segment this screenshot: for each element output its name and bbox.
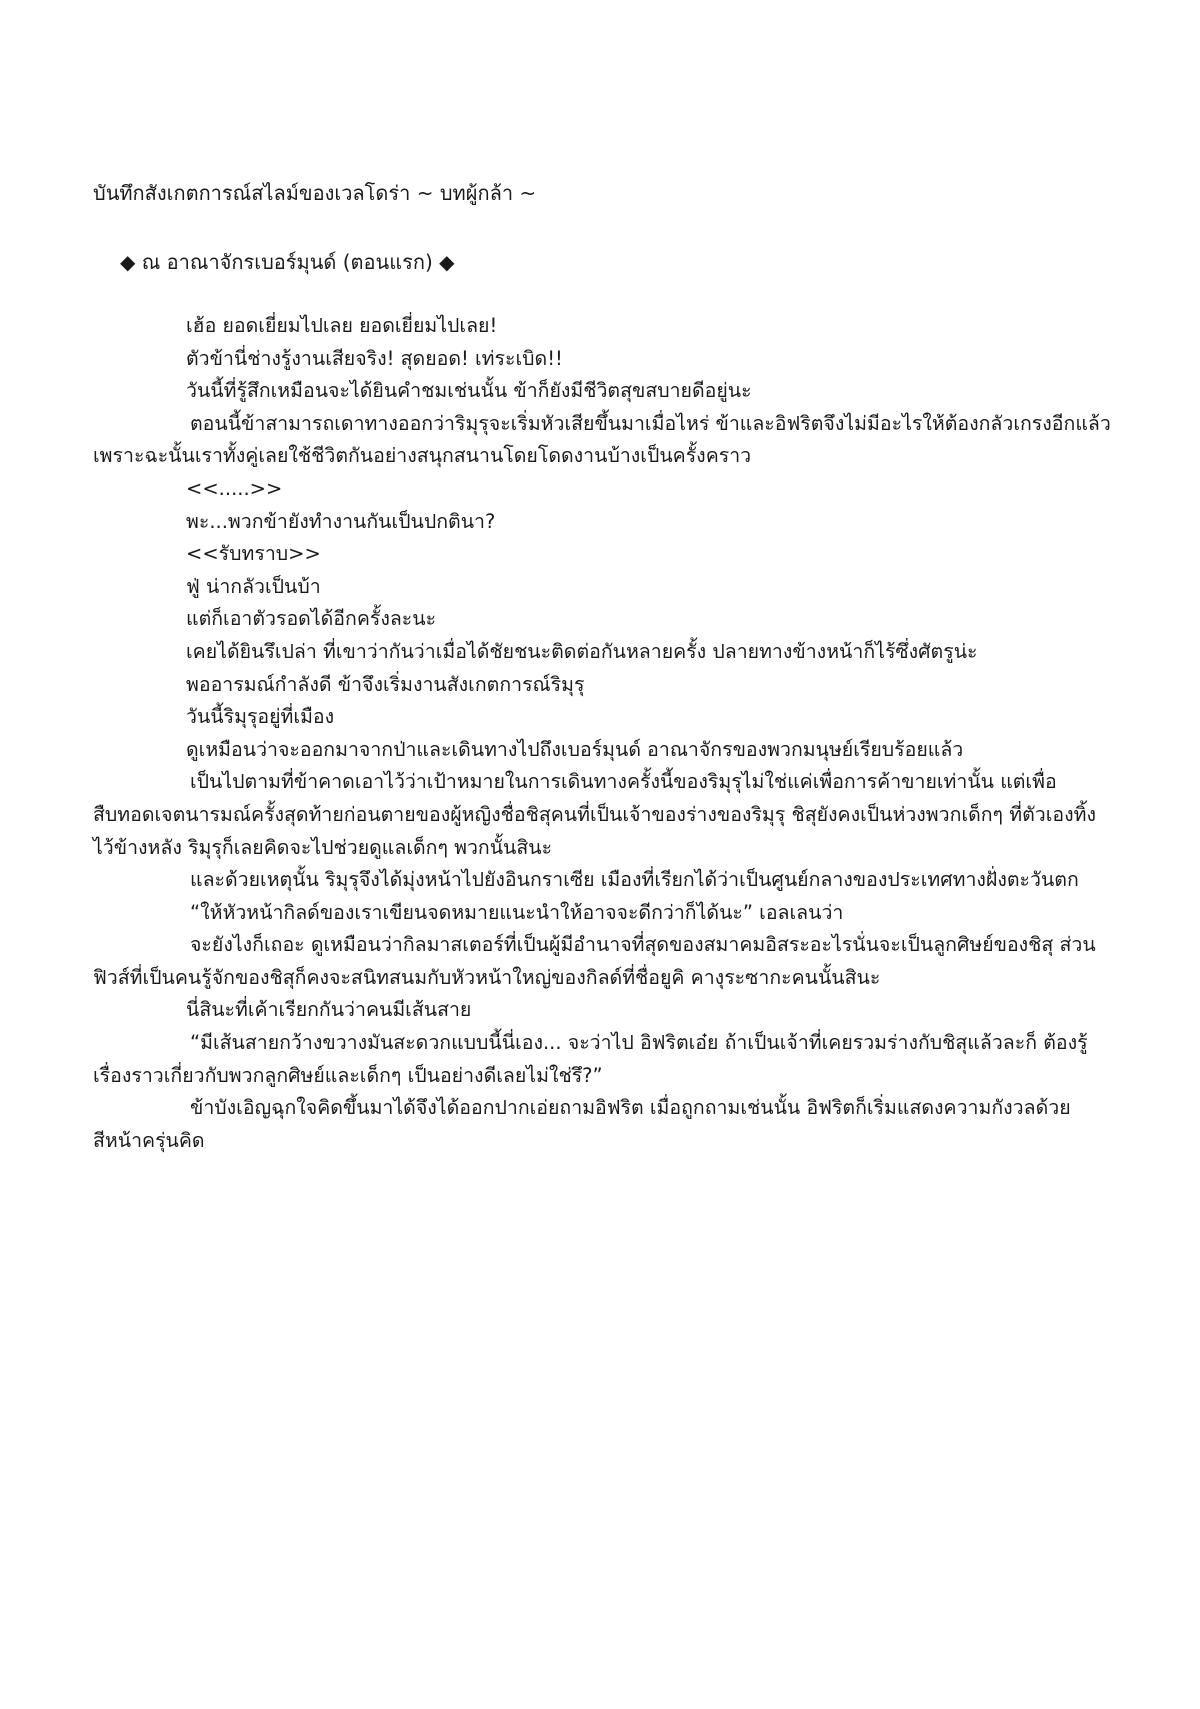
- paragraph: นี่สินะที่เค้าเรียกกันว่าคนมีเส้นสาย: [186, 998, 472, 1022]
- paragraph: ข้าบังเอิญฉุกใจคิดขึ้นมาได้จึงได้ออกปากเอ่ยถามอิฟริต เมื่อถูกถามเช่นนั้น อิฟริตก็เริ่มแสดงความกังวลด้วยสีหน้าครุ่นคิด: [93, 1096, 1071, 1152]
- paragraph: เป็นไปตามที่ข้าคาดเอาไว้ว่าเป้าหมายในการเดินทางครั้งนี้ของริมุรุไม่ใช่แค่เพื่อการค้าขายเท่านั้น แต่เพื่อสืบทอดเจตนารมณ์ครั้งสุดท้ายก่อนตายของผู้หญิงชื่อชิสุคนที่เป็นเจ้าของร่างของริมุรุ ชิสุยังคงเป็นห่วงพวกเด็กๆ ที่ตัวเองทิ้งไว้ข้างหลัง ริมุรุก็เลยคิดจะไปช่วยดูแลเด็กๆ พวกนั้นสินะ: [93, 770, 1096, 859]
- paragraph: เคยได้ยินรึเปล่า ที่เขาว่ากันว่าเมื่อได้ชัยชนะติดต่อกันหลายครั้ง ปลายทางข้างหน้าก็ไร้ซึ่งศัตรูน่ะ: [186, 639, 978, 663]
- paragraph: <<.....>>: [186, 476, 283, 500]
- paragraph: วันนี้ริมุรุอยู่ที่เมือง: [186, 705, 335, 729]
- paragraph: พะ...พวกข้ายังทำงานกันเป็นปกตินา?: [186, 509, 496, 533]
- paragraph: ตอนนี้ข้าสามารถเดาทางออกว่าริมุรุจะเริ่มหัวเสียขึ้นมาเมื่อไหร่ ข้าและอิฟริตจึงไม่มีอะไรให้ต้องกลัวเกรงอีกแล้วเพราะฉะนั้นเราทั้งคู่เลยใช้ชีวิตกันอย่างสนุกสนานโดยโดดงานบ้างเป็นครั้งคราว: [93, 411, 1111, 468]
- paragraph: “มีเส้นสายกว้างขวางมันสะดวกแบบนี้นี่เอง... จะว่าไป อิฟริตเอ๋ย ถ้าเป็นเจ้าที่เคยรวมร่างกับชิสุแล้วละก็ ต้องรู้เรื่องราวเกี่ยวกับพวกลูกศิษย์และเด็กๆ เป็นอย่างดีเลยไม่ใช่รึ?”: [93, 1031, 1088, 1087]
- paragraph: พออารมณ์กำลังดี ข้าจึงเริ่มงานสังเกตการณ์ริมุรุ: [186, 672, 585, 696]
- paragraph: แต่ก็เอาตัวรอดได้อีกครั้งละนะ: [186, 607, 437, 631]
- paragraph: ดูเหมือนว่าจะออกมาจากป่าและเดินทางไปถึงเบอร์มุนด์ อาณาจักรของพวกมนุษย์เรียบร้อยแล้ว: [186, 737, 964, 761]
- paragraph: เฮ้อ ยอดเยี่ยมไปเลย ยอดเยี่ยมไปเลย!: [186, 314, 498, 337]
- document-title: บันทึกสังเกตการณ์สไลม์ของเวลโดร่า ~ บทผู้กล้า ~: [93, 181, 537, 205]
- paragraph: จะยังไงก็เถอะ ดูเหมือนว่ากิลมาสเตอร์ที่เป็นผู้มีอำนาจที่สุดของสมาคมอิสระอะไรนั่นจะเป็นลูกศิษย์ของชิสุ ส่วนฟิวส์ที่เป็นคนรู้จักของชิสุก็คงจะสนิทสนมกับหัวหน้าใหญ่ของกิลด์ที่ชื่อยูคิ คางุระซากะคนนั้นสินะ: [93, 933, 1096, 989]
- document-body: [93, 310, 1111, 1157]
- paragraph: ฟู่ น่ากลัวเป็นบ้า: [186, 574, 321, 598]
- paragraph: วันนี้ที่รู้สึกเหมือนจะได้ยินคำชมเช่นนั้น ข้าก็ยังมีชีวิตสุขสบายดีอยู่นะ: [186, 379, 752, 403]
- section-heading: ◆ ณ อาณาจักรเบอร์มุนด์ (ตอนแรก) ◆: [120, 250, 455, 274]
- paragraph: <<รับทราบ>>: [186, 542, 321, 566]
- paragraph: และด้วยเหตุนั้น ริมุรุจึงได้มุ่งหน้าไปยังอินกราเซีย เมืองที่เรียกได้ว่าเป็นศูนย์กลางของประเทศทางฝั่งตะวันตก: [190, 868, 1079, 892]
- paragraph: “ให้หัวหน้ากิลด์ของเราเขียนจดหมายแนะนำให้อาจจะดีกว่าก็ได้นะ” เอลเลนว่า: [190, 900, 844, 924]
- paragraph: ตัวข้านี่ช่างรู้งานเสียจริง! สุดยอด! เท่ระเบิด!!: [186, 346, 563, 370]
